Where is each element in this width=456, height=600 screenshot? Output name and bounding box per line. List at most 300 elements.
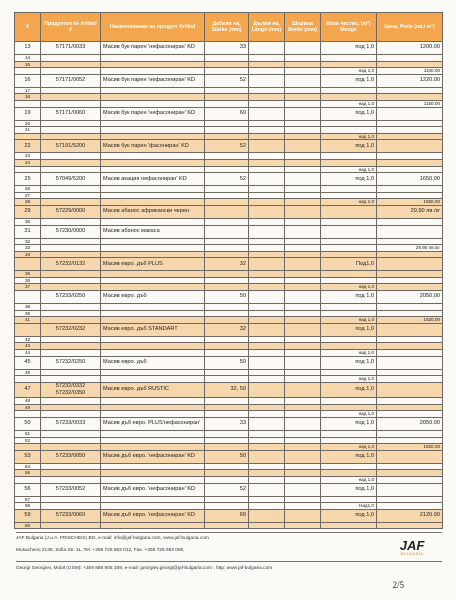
cell-quantity: под 1,0 [321,42,377,55]
table-row [15,68,443,75]
cell-thickness [205,251,249,258]
cell-price [377,310,443,317]
cell-product-code [41,310,101,317]
cell-width [285,398,321,405]
cell-price: 2120.00 [377,509,443,522]
cell-row-number: 28 [15,199,41,206]
logo-subtext: BULGARIA [400,552,424,556]
cell-product-code [41,199,101,206]
cell-width [285,94,321,101]
cell-length [249,192,285,199]
cell-length [249,199,285,206]
cell-product-name: Масив бук парен 'нефасониран' KD [101,42,205,55]
col-header-length: Дължи на, Länge (mm) [249,13,285,42]
cell-row-number: 22 [15,140,41,153]
cell-quantity [321,127,377,134]
cell-width [285,225,321,238]
cell-width [285,258,321,271]
cell-thickness [205,398,249,405]
table-row [15,503,443,510]
cell-product-code [41,350,101,357]
table-row [15,107,443,120]
cell-length [249,411,285,418]
cell-quantity: над 1,0 [321,133,377,140]
cell-row-number [15,323,41,336]
cell-price: 2050,00 [377,291,443,304]
cell-product-name: Масив евро. дъб [101,291,205,304]
cell-length [249,166,285,173]
cell-product-code [41,87,101,94]
cell-price [377,483,443,496]
cell-quantity: под 1,0 [321,382,377,397]
cell-price [377,343,443,350]
table-row [15,323,443,336]
cell-thickness [205,166,249,173]
cell-row-number: 21 [15,127,41,134]
cell-product-code [41,376,101,383]
cell-quantity [321,245,377,252]
cell-quantity [321,304,377,311]
cell-quantity: под 1,0 [321,323,377,336]
cell-product-code [41,284,101,291]
cell-row-number: 59 [15,509,41,522]
cell-product-name: Масив абанос макаса [101,225,205,238]
table-row [15,218,443,225]
cell-quantity: под 1,0 [321,483,377,496]
cell-width [285,42,321,55]
cell-width [285,74,321,87]
cell-quantity [321,369,377,376]
table-row [15,192,443,199]
cell-price [377,87,443,94]
cell-length [249,61,285,68]
table-row [15,166,443,173]
cell-thickness [205,277,249,284]
cell-quantity [321,192,377,199]
cell-product-name [101,127,205,134]
cell-thickness [205,476,249,483]
cell-row-number: 19 [15,107,41,120]
cell-thickness [205,431,249,438]
cell-price [377,450,443,463]
cell-quantity: над 1,0 [321,376,377,383]
cell-thickness [205,100,249,107]
cell-thickness [205,87,249,94]
cell-row-number: 24 [15,159,41,166]
cell-thickness [205,120,249,127]
cell-quantity [321,431,377,438]
cell-product-code: 57233/0050 [41,450,101,463]
table-row [15,61,443,68]
cell-width [285,251,321,258]
cell-price [377,120,443,127]
cell-thickness [205,343,249,350]
cell-length [249,496,285,503]
cell-thickness [205,61,249,68]
cell-row-number: 29 [15,205,41,218]
cell-quantity: под 1,0 [321,173,377,186]
cell-product-code [41,522,101,529]
cell-row-number [15,411,41,418]
cell-price [377,323,443,336]
cell-length [249,310,285,317]
cell-product-code [41,496,101,503]
cell-product-name [101,369,205,376]
cell-length [249,437,285,444]
footer-divider [16,532,442,533]
cell-width [285,199,321,206]
cell-product-code [41,61,101,68]
cell-length [249,55,285,62]
table-row [15,251,443,258]
cell-width [285,166,321,173]
cell-product-name [101,496,205,503]
cell-row-number: 35 [15,271,41,278]
cell-product-code [41,186,101,193]
cell-length [249,245,285,252]
cell-product-code [41,444,101,451]
cell-product-code [41,411,101,418]
cell-row-number: 39 [15,310,41,317]
table-row [15,382,443,397]
cell-price [377,437,443,444]
cell-quantity: над 1,0 [321,317,377,324]
cell-width [285,496,321,503]
cell-row-number: 30 [15,218,41,225]
cell-product-name [101,284,205,291]
logo-text: JAF [399,538,425,553]
cell-product-name: Масив бук парен 'нефасониран' KD [101,74,205,87]
cell-price [377,186,443,193]
table-row [15,369,443,376]
cell-width [285,192,321,199]
cell-quantity [321,463,377,470]
cell-product-name: Масив бук парен 'фасониран' KD [101,140,205,153]
cell-width [285,107,321,120]
cell-length [249,336,285,343]
cell-thickness: 32 [205,323,249,336]
cell-length [249,42,285,55]
cell-thickness: 33 [205,418,249,431]
cell-length [249,369,285,376]
cell-row-number: 31 [15,225,41,238]
cell-length [249,120,285,127]
cell-quantity [321,277,377,284]
cell-price [377,336,443,343]
cell-length [249,418,285,431]
cell-product-name [101,245,205,252]
cell-row-number [15,100,41,107]
cell-price [377,166,443,173]
cell-width [285,153,321,160]
cell-row-number: 20 [15,120,41,127]
cell-price [377,153,443,160]
cell-product-code [41,238,101,245]
cell-width [285,431,321,438]
cell-product-name: Масив дъб евро. 'нефасониран' KD [101,509,205,522]
cell-width [285,238,321,245]
cell-width [285,87,321,94]
cell-row-number: 45 [15,356,41,369]
cell-quantity [321,398,377,405]
table-header-row [15,13,443,42]
cell-length [249,225,285,238]
cell-product-code [41,463,101,470]
cell-quantity [321,238,377,245]
cell-quantity: под 1,0 [321,74,377,87]
cell-price [377,140,443,153]
cell-row-number: 38 [15,304,41,311]
table-row [15,350,443,357]
table-row [15,159,443,166]
cell-product-code [41,159,101,166]
table-row [15,356,443,369]
cell-length [249,398,285,405]
cell-thickness [205,376,249,383]
table-row [15,304,443,311]
cell-product-name: Масив евро. дъб RUSTIC [101,382,205,397]
cell-price [377,133,443,140]
table-row [15,277,443,284]
cell-product-name [101,277,205,284]
cell-price [377,277,443,284]
cell-thickness [205,68,249,75]
cell-thickness: 32, 50 [205,382,249,397]
cell-price [377,258,443,271]
cell-thickness [205,350,249,357]
cell-width [285,463,321,470]
cell-product-name [101,503,205,510]
cell-thickness [205,127,249,134]
cell-length [249,291,285,304]
cell-length [249,476,285,483]
table-row [15,450,443,463]
col-header-quantity: Коли чество, (m²) Menge [321,13,377,42]
table-row [15,140,443,153]
cell-product-name: Масив абанос африкански черен [101,205,205,218]
cell-product-code: 57191/5200 [41,140,101,153]
cell-row-number: 49 [15,404,41,411]
cell-length [249,140,285,153]
cell-quantity [321,310,377,317]
cell-quantity [321,153,377,160]
cell-product-code: 57232/0132 [41,258,101,271]
cell-quantity: Над1,0 [321,503,377,510]
cell-thickness [205,404,249,411]
table-row [15,42,443,55]
cell-quantity [321,470,377,477]
cell-product-code: 57171/0060 [41,107,101,120]
cell-width [285,120,321,127]
table-row [15,225,443,238]
cell-product-name [101,271,205,278]
cell-length [249,133,285,140]
cell-quantity [321,404,377,411]
cell-row-number: 47 [15,382,41,397]
table-row [15,120,443,127]
cell-row-number: 58 [15,503,41,510]
cell-product-code [41,133,101,140]
cell-quantity [321,218,377,225]
table-row [15,258,443,271]
cell-quantity: под 1,0 [321,291,377,304]
cell-width [285,310,321,317]
cell-product-code [41,192,101,199]
cell-thickness: 52 [205,173,249,186]
cell-price: 1150.00 [377,100,443,107]
cell-product-name [101,310,205,317]
cell-row-number: 32 [15,238,41,245]
cell-quantity: над 1,0 [321,100,377,107]
cell-product-name [101,186,205,193]
table-row [15,127,443,134]
cell-row-number [15,166,41,173]
table-row [15,186,443,193]
cell-product-code [41,437,101,444]
cell-price [377,94,443,101]
cell-width [285,437,321,444]
cell-price: 1550,00 [377,199,443,206]
table-row [15,404,443,411]
cell-quantity [321,271,377,278]
cell-row-number: 56 [15,483,41,496]
cell-width [285,382,321,397]
cell-product-name [101,470,205,477]
cell-product-name [101,444,205,451]
cell-product-name [101,336,205,343]
cell-row-number: 42 [15,336,41,343]
cell-thickness [205,317,249,324]
cell-row-number: 26 [15,186,41,193]
cell-quantity: под 1,0 [321,107,377,120]
cell-thickness: 33 [205,42,249,55]
cell-width [285,503,321,510]
cell-width [285,343,321,350]
cell-quantity: Под1,0 [321,258,377,271]
table-row [15,205,443,218]
cell-price [377,411,443,418]
cell-product-code [41,271,101,278]
cell-product-name [101,463,205,470]
cell-product-name [101,343,205,350]
cell-price [377,218,443,225]
cell-width [285,245,321,252]
cell-quantity [321,496,377,503]
cell-quantity: под 1,0 [321,140,377,153]
cell-row-number: 15 [15,61,41,68]
cell-quantity [321,205,377,218]
cell-quantity: под 1,0 [321,418,377,431]
cell-product-name [101,350,205,357]
cell-length [249,404,285,411]
cell-price [377,376,443,383]
cell-price: 1650,00 [377,173,443,186]
cell-thickness [205,503,249,510]
table-row [15,55,443,62]
cell-product-code [41,476,101,483]
cell-thickness: 50 [205,450,249,463]
cell-thickness: 50 [205,291,249,304]
cell-width [285,476,321,483]
cell-row-number: 46 [15,369,41,376]
cell-quantity: над 1,0 [321,284,377,291]
cell-product-name [101,68,205,75]
table-row [15,153,443,160]
cell-width [285,450,321,463]
cell-product-code [41,55,101,62]
cell-thickness: 52 [205,483,249,496]
cell-quantity [321,87,377,94]
table-row [15,522,443,529]
cell-product-code [41,94,101,101]
table-row [15,496,443,503]
cell-quantity: над 1,0 [321,166,377,173]
cell-thickness [205,496,249,503]
cell-price [377,503,443,510]
cell-price: 1920,00 [377,317,443,324]
cell-row-number: 50 [15,418,41,431]
cell-thickness: 52 [205,74,249,87]
cell-product-code: 57230/0000 [41,225,101,238]
table-body [15,42,443,529]
col-header-price: Цена, Preis (лв./ m²) [377,13,443,42]
cell-product-name [101,55,205,62]
cell-row-number: 57 [15,496,41,503]
footer-contact-line: Georgi Georgiev, Mobil (GSM): +359 888 905 309, e-mail: georgiev.georgi@jaf-bulgaria.com ; http: www.jaf-bulgaria.com [16,566,273,571]
cell-price: 1200.00 [377,42,443,55]
cell-price [377,238,443,245]
cell-length [249,94,285,101]
table-row [15,411,443,418]
cell-quantity: над 1,0 [321,444,377,451]
cell-width [285,68,321,75]
cell-width [285,350,321,357]
cell-thickness [205,463,249,470]
cell-width [285,140,321,153]
cell-product-code [41,404,101,411]
cell-product-code [41,343,101,350]
cell-product-code [41,251,101,258]
table-row [15,509,443,522]
cell-product-code: 57233/0250 [41,291,101,304]
cell-product-code [41,245,101,252]
cell-product-name: Масив евро. дъб [101,356,205,369]
cell-width [285,444,321,451]
cell-price [377,127,443,134]
cell-price [377,107,443,120]
cell-product-code [41,398,101,405]
cell-row-number: 25 [15,173,41,186]
cell-product-name [101,133,205,140]
cell-thickness [205,192,249,199]
cell-row-number [15,133,41,140]
cell-price [377,369,443,376]
cell-thickness [205,437,249,444]
cell-price [377,463,443,470]
cell-product-code: 57232/0250 [41,356,101,369]
cell-product-name [101,120,205,127]
cell-length [249,483,285,496]
col-header-no: # [15,13,41,42]
cell-price: 1220.00 [377,74,443,87]
cell-product-code: 57171/0033 [41,42,101,55]
cell-length [249,186,285,193]
cell-thickness: 60 [205,509,249,522]
cell-price [377,192,443,199]
cell-thickness [205,522,249,529]
table-row [15,94,443,101]
cell-length [249,153,285,160]
